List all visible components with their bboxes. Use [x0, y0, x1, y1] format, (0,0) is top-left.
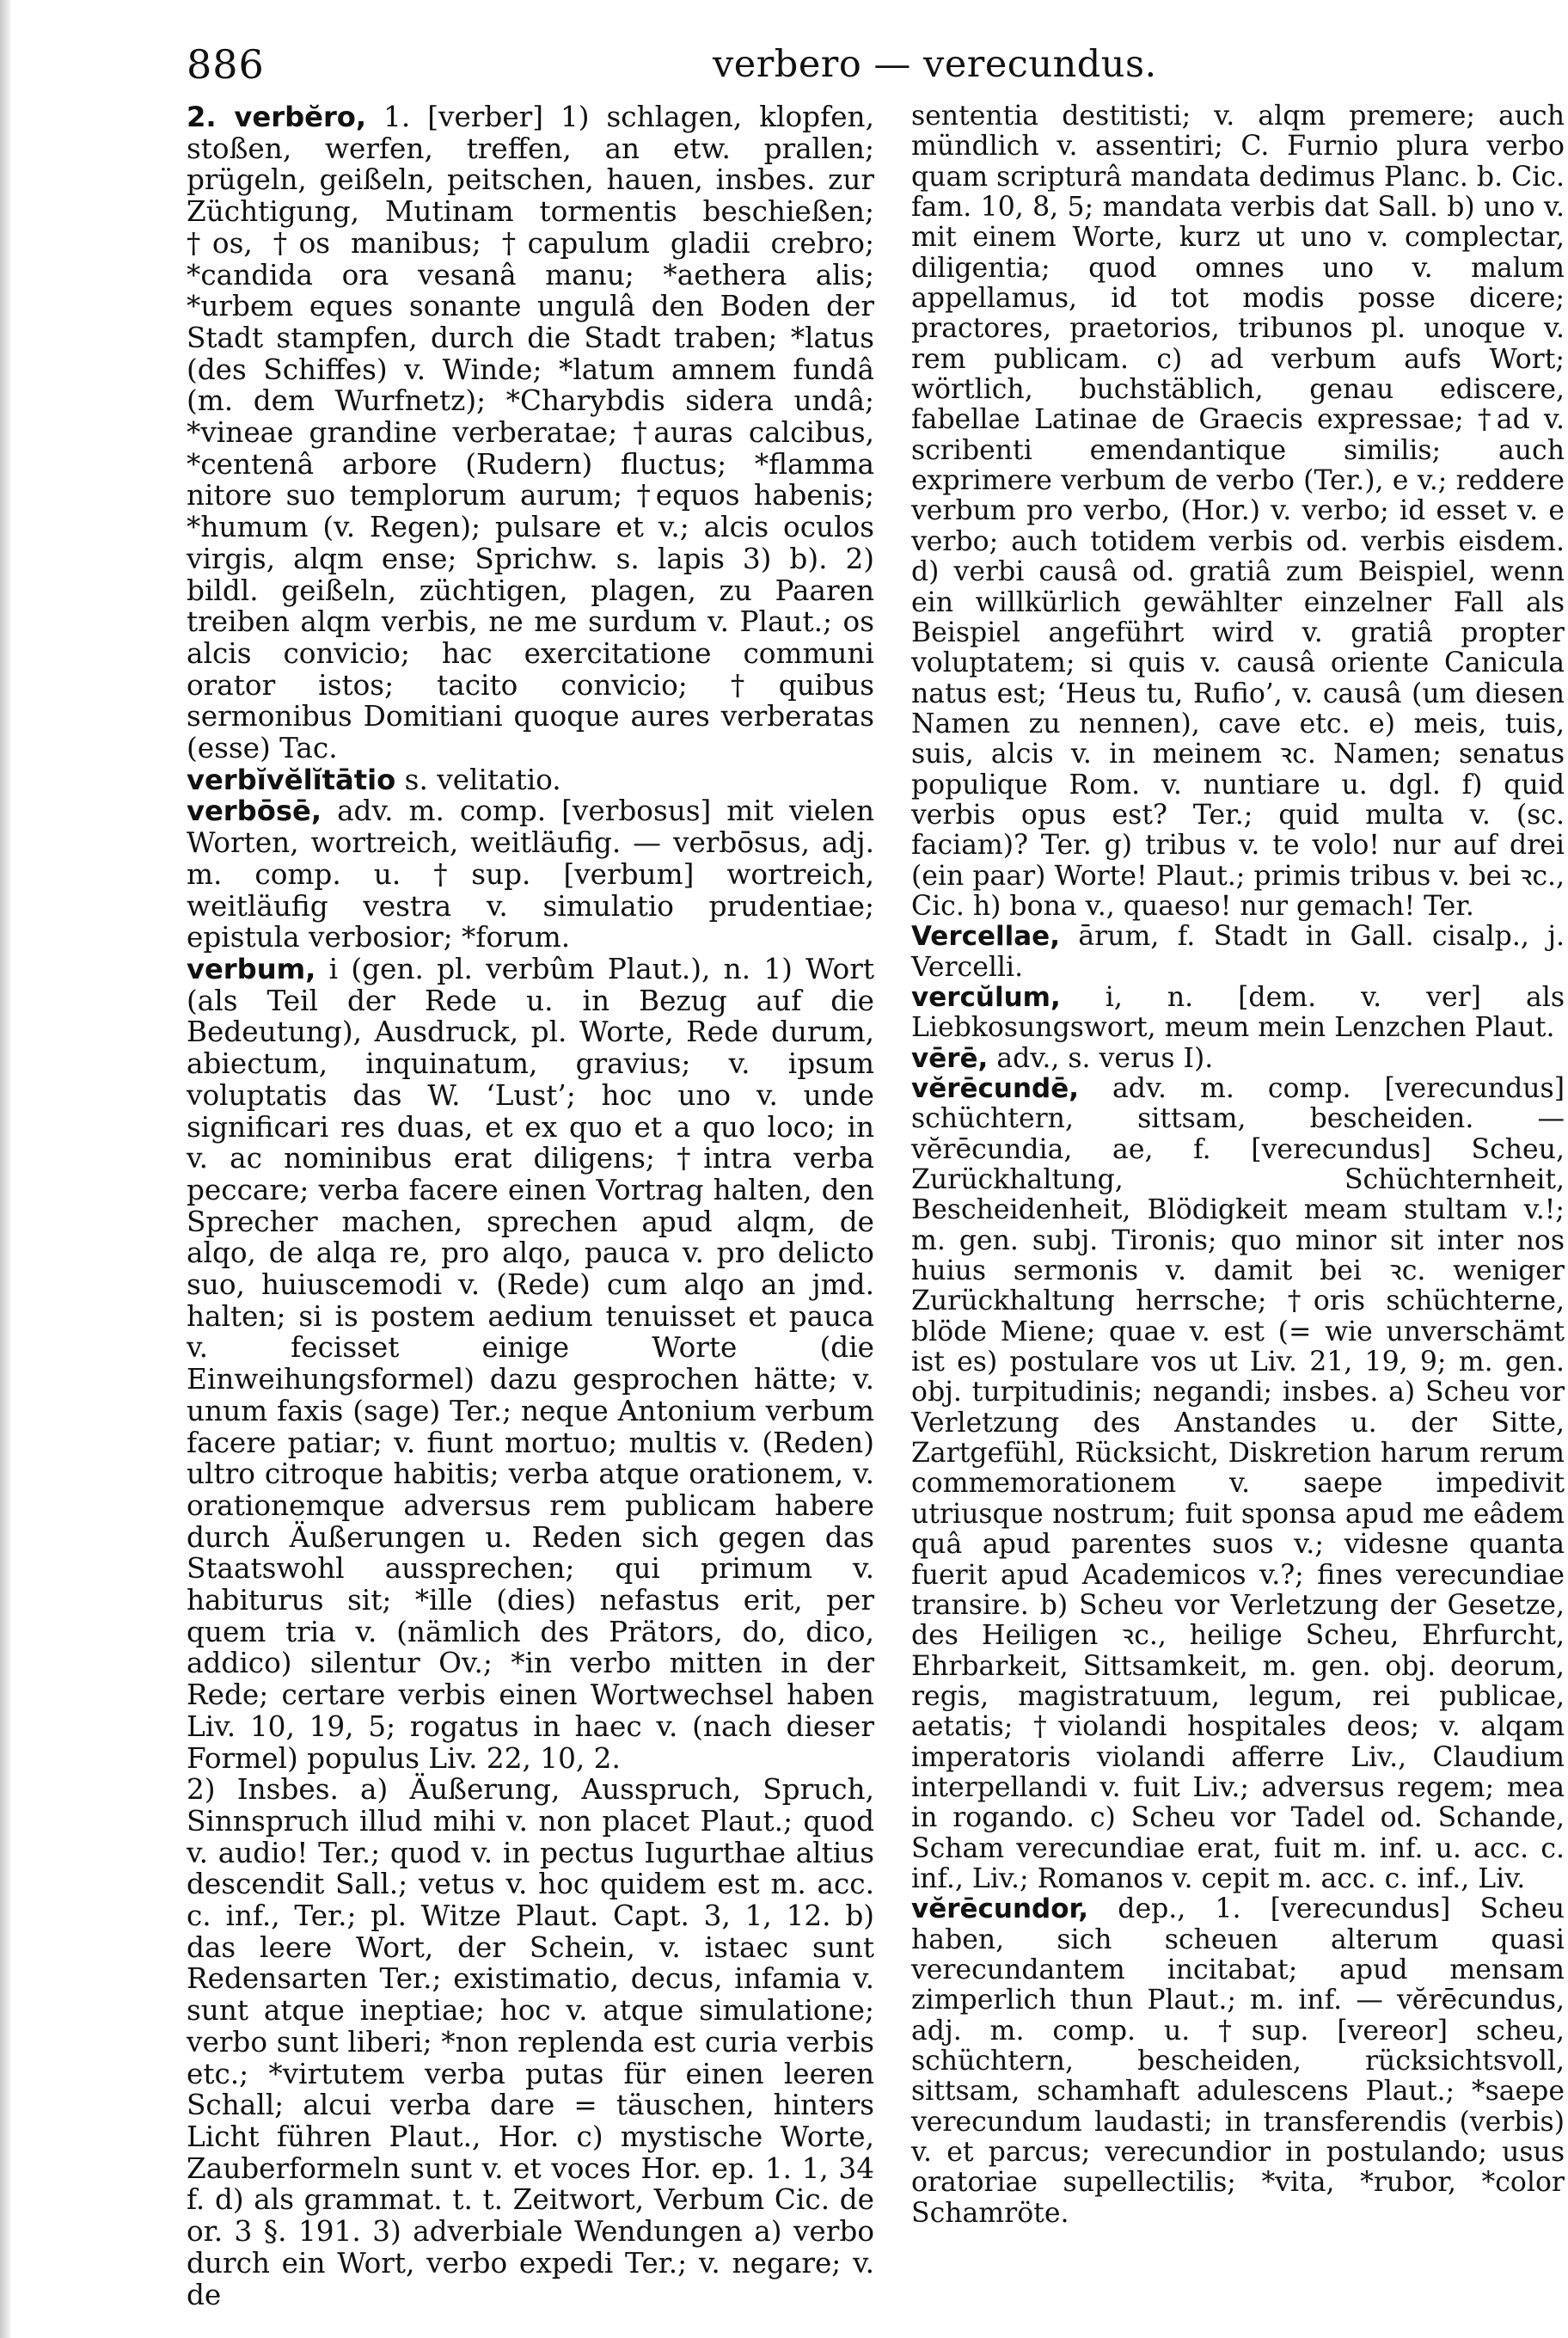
headword: Vercellae, — [911, 921, 1060, 953]
entry-verecunde — [911, 1074, 1565, 1894]
headword: verbĭvĕlĭtātio — [187, 763, 396, 796]
entry-text: ārum, f. Stadt in Gall. cisalp., j. Vercelli. — [911, 921, 1565, 983]
entry-text: 2) Insbes. a) Äußerung, Ausspruch, Spruch, Sinnspruch illud mihi v. non placet Plaut.; quod v. audio! Ter.; quod v. in pectus Iugurthae altius descendit Sall.; vetus v. hoc quidem est m. acc. c. inf., Ter.; pl. Witze Plaut. Capt. 3, 1, 12. b) das leere Wort, der Schein, v. istaec sunt Redensarten Ter.; existimatio, decus, infamia v. sunt atque ineptiae; hoc v. atque simulatione; verbo sunt liberi; *non replenda est curia verbis etc.; *virtutem verba putas für einen leeren Schall; alcui verba dare = täuschen, hinters Licht führen Plaut., Hor. c) mystische Worte, Zauberformeln sunt v. et voces Hor. ep. 1. 1, 34 f. d) als grammat. t. t. Zeitwort, Verbum Cic. de or. 3 §. 191. 3) adverbiale Wendungen a) verbo durch ein Wort, verbo expedi Ter.; v. negare; v. de — [187, 1773, 874, 2311]
headword: verbum, — [187, 952, 316, 985]
entry-text: s. velitatio. — [395, 763, 561, 796]
headword: verbōsē, — [187, 795, 322, 828]
entry-text: adv. m. comp. [verecundus] schüchtern, sittsam, bescheiden. — vĕrēcundia, ae, f. [verecundus] Scheu, Zurückhaltung, Schüchternheit, Bescheidenheit, Blödigkeit meam stultam v.!; m. gen. subj. Tironis; quo minor sit inter nos huius sermonis v. damit bei ꝛc. weniger Zurückhaltung herrsche; †oris schüchterne, blöde Miene; quae v. est (= wie unverschämt ist es) postulare vos ut Liv. 21, 19, 9; m. gen. obj. turpitudinis; negandi; insbes. a) Scheu vor Verletzung des Anstandes u. der Sitte, Zartgefühl, Rücksicht, Diskretion harum rerum commemorationem v. saepe impedivit utriusque nostrum; fuit sponsa apud me eâdem quâ apud parentes suos v.; videsne quanta fuerit apud Academicos v.?; fines verecundiae transire. b) Scheu vor Verletzung der Gesetze, des Heiligen ꝛc., heilige Scheu, Ehrfurcht, Ehrbarkeit, Sittsamkeit, m. gen. obj. deorum, regis, magistratuum, legum, rei publicae, aetatis; †violandi hospitales deos; v. alqam imperatoris violandi afferre Liv., Claudium interpellandi v. fuit Liv.; adversus regem; mea in rogando. c) Scheu vor Tadel od. Schande, Scham verecundiae erat, fuit m. inf. u. acc. c. inf., Liv.; Romanos v. cepit m. acc. c. inf., Liv. — [911, 1073, 1565, 1894]
entry-vere — [911, 1044, 1565, 1074]
running-head: verbero — verecundus. — [713, 43, 1157, 86]
entry-verbero — [187, 101, 874, 764]
entry-verbum-continuation — [911, 101, 1565, 922]
left-column — [187, 101, 874, 2310]
entry-text: adv., s. verus I). — [988, 1042, 1214, 1074]
page-number: 886 — [187, 41, 265, 88]
right-column — [911, 101, 1565, 2229]
book-spine-shadow — [0, 0, 10, 2338]
headword: vĕrēcundē, — [911, 1073, 1080, 1104]
entry-verculum — [911, 983, 1565, 1044]
entry-verbivelitatio — [187, 764, 874, 796]
headword: 2. verbĕro, — [187, 101, 367, 133]
entry-text: i, n. [dem. v. ver] als Liebkosungswort, meum mein Lenzchen Plaut. — [911, 981, 1565, 1044]
headword: vērē, — [911, 1042, 989, 1074]
entry-vercellae — [911, 922, 1565, 983]
entry-verbose — [187, 795, 874, 954]
entry-verbum-continued — [187, 1774, 874, 2310]
entry-text: adv. m. comp. [verbosus] mit vielen Worten, wortreich, weitläufig. — verbōsus, adj. m. comp. u. †sup. [verbum] wortreich, weitläufig vestra v. simulatio prudentiae; epistula verbosior; *forum. — [187, 795, 874, 954]
entry-text: 1. [verber] 1) schlagen, klopfen, stoßen, werfen, treffen, an etw. prallen; prügeln, geißeln, peitschen, hauen, insbes. zur Züchtigung, Mutinam tormentis beschießen; †os, †os manibus; †capulum gladii crebro; *candida ora vesanâ manu; *aethera alis; *urbem eques sonante ungulâ den Boden der Stadt stampfen, durch die Stadt traben; *latus (des Schiffes) v. Winde; *latum amnem fundâ (m. dem Wurfnetz); *Charybdis sidera undâ; *vineae grandine verberatae; †auras calcibus, *centenâ arbore (Rudern) fluctus; *flamma nitore suo templorum aurum; †equos habenis; *humum (v. Regen); pulsare et v.; alcis oculos virgis, alqm ense; Sprichw. s. lapis 3) b). 2) bildl. geißeln, züchtigen, plagen, zu Paaren treiben alqm verbis, ne me surdum v. Plaut.; os alcis convicio; hac exercitatione communi orator istos; tacito convicio; †quibus sermonibus Domitiani quoque aures verberatas (esse) Tac. — [187, 101, 874, 765]
headword: vercŭlum, — [911, 981, 1061, 1013]
entry-text: sententia destitisti; v. alqm premere; auch mündlich v. assentiri; C. Furnio plura verbo quam scripturâ mandata dedimus Planc. b. Cic. fam. 10, 8, 5; mandata verbis dat Sall. b) uno v. mit einem Worte, kurz ut uno v. complectar, diligentia; quod omnes uno v. malum appellamus, id tot modis posse dicere; practores, praetorios, tribunos pl. unoque v. rem publicam. c) ad verbum aufs Wort; wörtlich, buchstäblich, genau ediscere, fabellae Latinae de Graecis expressae; †ad v. scribenti emendantique similis; auch exprimere verbum de verbo (Ter.), e v.; reddere verbum pro verbo, (Hor.) v. verbo; id esset v. e verbo; auch totidem verbis od. verbis eisdem. d) verbi causâ od. gratiâ zum Beispiel, wenn ein willkürlich gewählter einzelner Fall als Beispiel angeführt wird v. gratiâ propter voluptatem; si quis v. causâ oriente Canicula natus est; ‘Heus tu, Rufio’, v. causâ (um diesen Namen zu nennen), cave etc. e) meis, tuis, suis, alcis v. in meinem ꝛc. Namen; senatus populique Rom. v. nuntiare u. dgl. f) quid verbis opus est? Ter.; quid multa v. (sc. faciam)? Ter. g) tribus v. te volo! nur auf drei (ein paar) Worte! Plaut.; primis tribus v. bei ꝛc., Cic. h) bona v., quaeso! nur gemach! Ter. — [911, 101, 1565, 922]
headword: vĕrēcundor, — [911, 1893, 1089, 1925]
entry-verecundor — [911, 1894, 1565, 2229]
entry-verbum — [187, 954, 874, 1774]
entry-text: dep., 1. [verecundus] Scheu haben, sich scheuen alterum quasi verecundantem incitabat; apud mensam zimperlich thun Plaut.; m. inf. — vĕrēcundus, adj. m. comp. u. †sup. [vereor] scheu, schüchtern, bescheiden, rücksichtsvoll, sittsam, schamhaft adulescens Plaut.; *saepe verecundum laudasti; in transferendis (verbis) v. et parcus; verecundior in postulando; usus oratoriae supellectilis; *vita, *rubor, *color Schamröte. — [911, 1893, 1565, 2229]
page-header — [187, 33, 1498, 93]
entry-text: i (gen. pl. verbûm Plaut.), n. 1) Wort (als Teil der Rede u. in Bezug auf die Bedeutung), Ausdruck, pl. Worte, Rede durum, abiectum, inquinatum, gravius; v. ipsum voluptatis das W. ‘Lust’; hoc uno v. unde significari res duas, et ex quo et a quo loco; in v. ac nominibus erat diligens; †intra verba peccare; verba facere einen Vortrag halten, den Sprecher machen, sprechen apud alqm, de alqo, de alqa re, pro alqo, pauca v. pro delicto suo, huiuscemodi v. (Rede) cum alqo an jmd. halten; si is postem aedium tenuisset et pauca v. fecisset einige Worte (die Einweihungsformel) dazu gesprochen hätte; v. unum faxis (sage) Ter.; neque Antonium verbum facere patiar; v. fiunt mortuo; multis v. (Reden) ultro citroque habitis; verba atque orationem, v. orationemque adversus rem publicam habere durch Äußerungen u. Reden sich gegen das Staatswohl aussprechen; qui primum v. habiturus sit; *ille (dies) nefastus erit, per quem tria v. (nämlich des Prätors, do, dico, addico) silentur Ov.; *in verbo mitten in der Rede; certare verbis einen Wortwechsel haben Liv. 10, 19, 5; rogatus in haec v. (nach dieser Formel) populus Liv. 22, 10, 2. — [187, 952, 874, 1775]
